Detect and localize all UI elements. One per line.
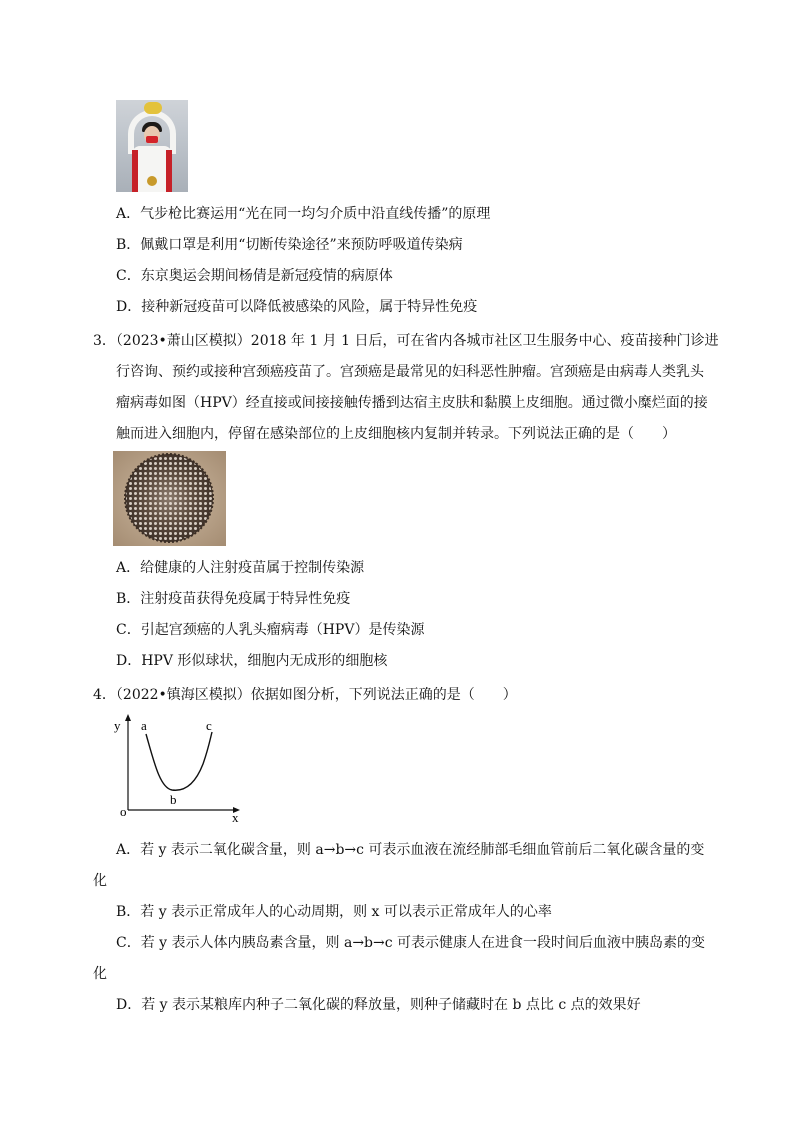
q4-option-b: B．若 y 表示正常成年人的心动周期，则 x 可以表示正常成年人的心率 — [116, 904, 552, 920]
q3-stem-line-3: 瘤病毒如图（HPV）经直接或间接接触传播到达宿主皮肤和黏膜上皮细胞。通过微小糜烂面的接 — [116, 395, 708, 411]
q4-option-d: D．若 y 表示某粮库内种子二氧化碳的释放量，则种子储藏时在 b 点比 c 点的效果好 — [116, 997, 641, 1013]
q3-option-a: A．给健康的人注射疫苗属于控制传染源 — [116, 560, 365, 576]
q2-option-b: B．佩戴口罩是利用“切断传染途径”来预防呼吸道传染病 — [116, 237, 463, 253]
q3-option-b: B．注射疫苗获得免疫属于特异性免疫 — [116, 591, 351, 607]
q2-option-c: C．东京奥运会期间杨倩是新冠疫情的病原体 — [116, 268, 393, 284]
point-c-label: c — [206, 718, 212, 733]
q4-option-a-line-1: A．若 y 表示二氧化碳含量，则 a→b→c 可表示血液在流经肺部毛细血管前后二氧化碳含量的变 — [116, 842, 705, 858]
q4-curve-graph — [108, 712, 248, 824]
q2-option-a: A．气步枪比赛运用“光在同一均匀介质中沿直线传播”的原理 — [116, 206, 491, 222]
u-shaped-curve — [146, 732, 212, 790]
origin-label: o — [120, 804, 127, 819]
q3-option-d: D．HPV 形似球状，细胞内无成形的细胞核 — [116, 653, 388, 669]
y-axis-arrow — [125, 714, 131, 721]
q4-option-c-line-2: 化 — [93, 966, 107, 982]
q3-stem-line-4: 触而进入细胞内，停留在感染部位的上皮细胞核内复制并转录。下列说法正确的是（ ） — [116, 426, 676, 442]
point-a-label: a — [141, 718, 147, 733]
q4-option-c-line-1: C．若 y 表示人体内胰岛素含量，则 a→b→c 可表示健康人在进食一段时间后血液中胰岛素的变 — [116, 935, 706, 951]
q2-option-d: D．接种新冠疫苗可以降低被感染的风险，属于特异性免疫 — [116, 299, 478, 315]
hpv-virus-photo — [113, 451, 226, 546]
q4-stem: 4．（2022•镇海区模拟）依据如图分析，下列说法正确的是（ ） — [93, 687, 517, 703]
y-axis-label: y — [114, 718, 121, 733]
x-axis-label: x — [232, 810, 239, 824]
q4-option-a-line-2: 化 — [93, 873, 107, 889]
q3-stem-line-1: 3．（2023•萧山区模拟）2018 年 1 月 1 日后，可在省内各城市社区卫生服务中心、疫苗接种门诊进 — [93, 333, 719, 349]
athlete-photo — [116, 100, 188, 192]
point-b-label: b — [170, 792, 177, 807]
q3-stem-line-2: 行咨询、预约或接种宫颈癌疫苗了。宫颈癌是最常见的妇科恶性肿瘤。宫颈癌是由病毒人类乳头 — [116, 364, 704, 380]
q3-option-c: C．引起宫颈癌的人乳头瘤病毒（HPV）是传染源 — [116, 622, 425, 638]
